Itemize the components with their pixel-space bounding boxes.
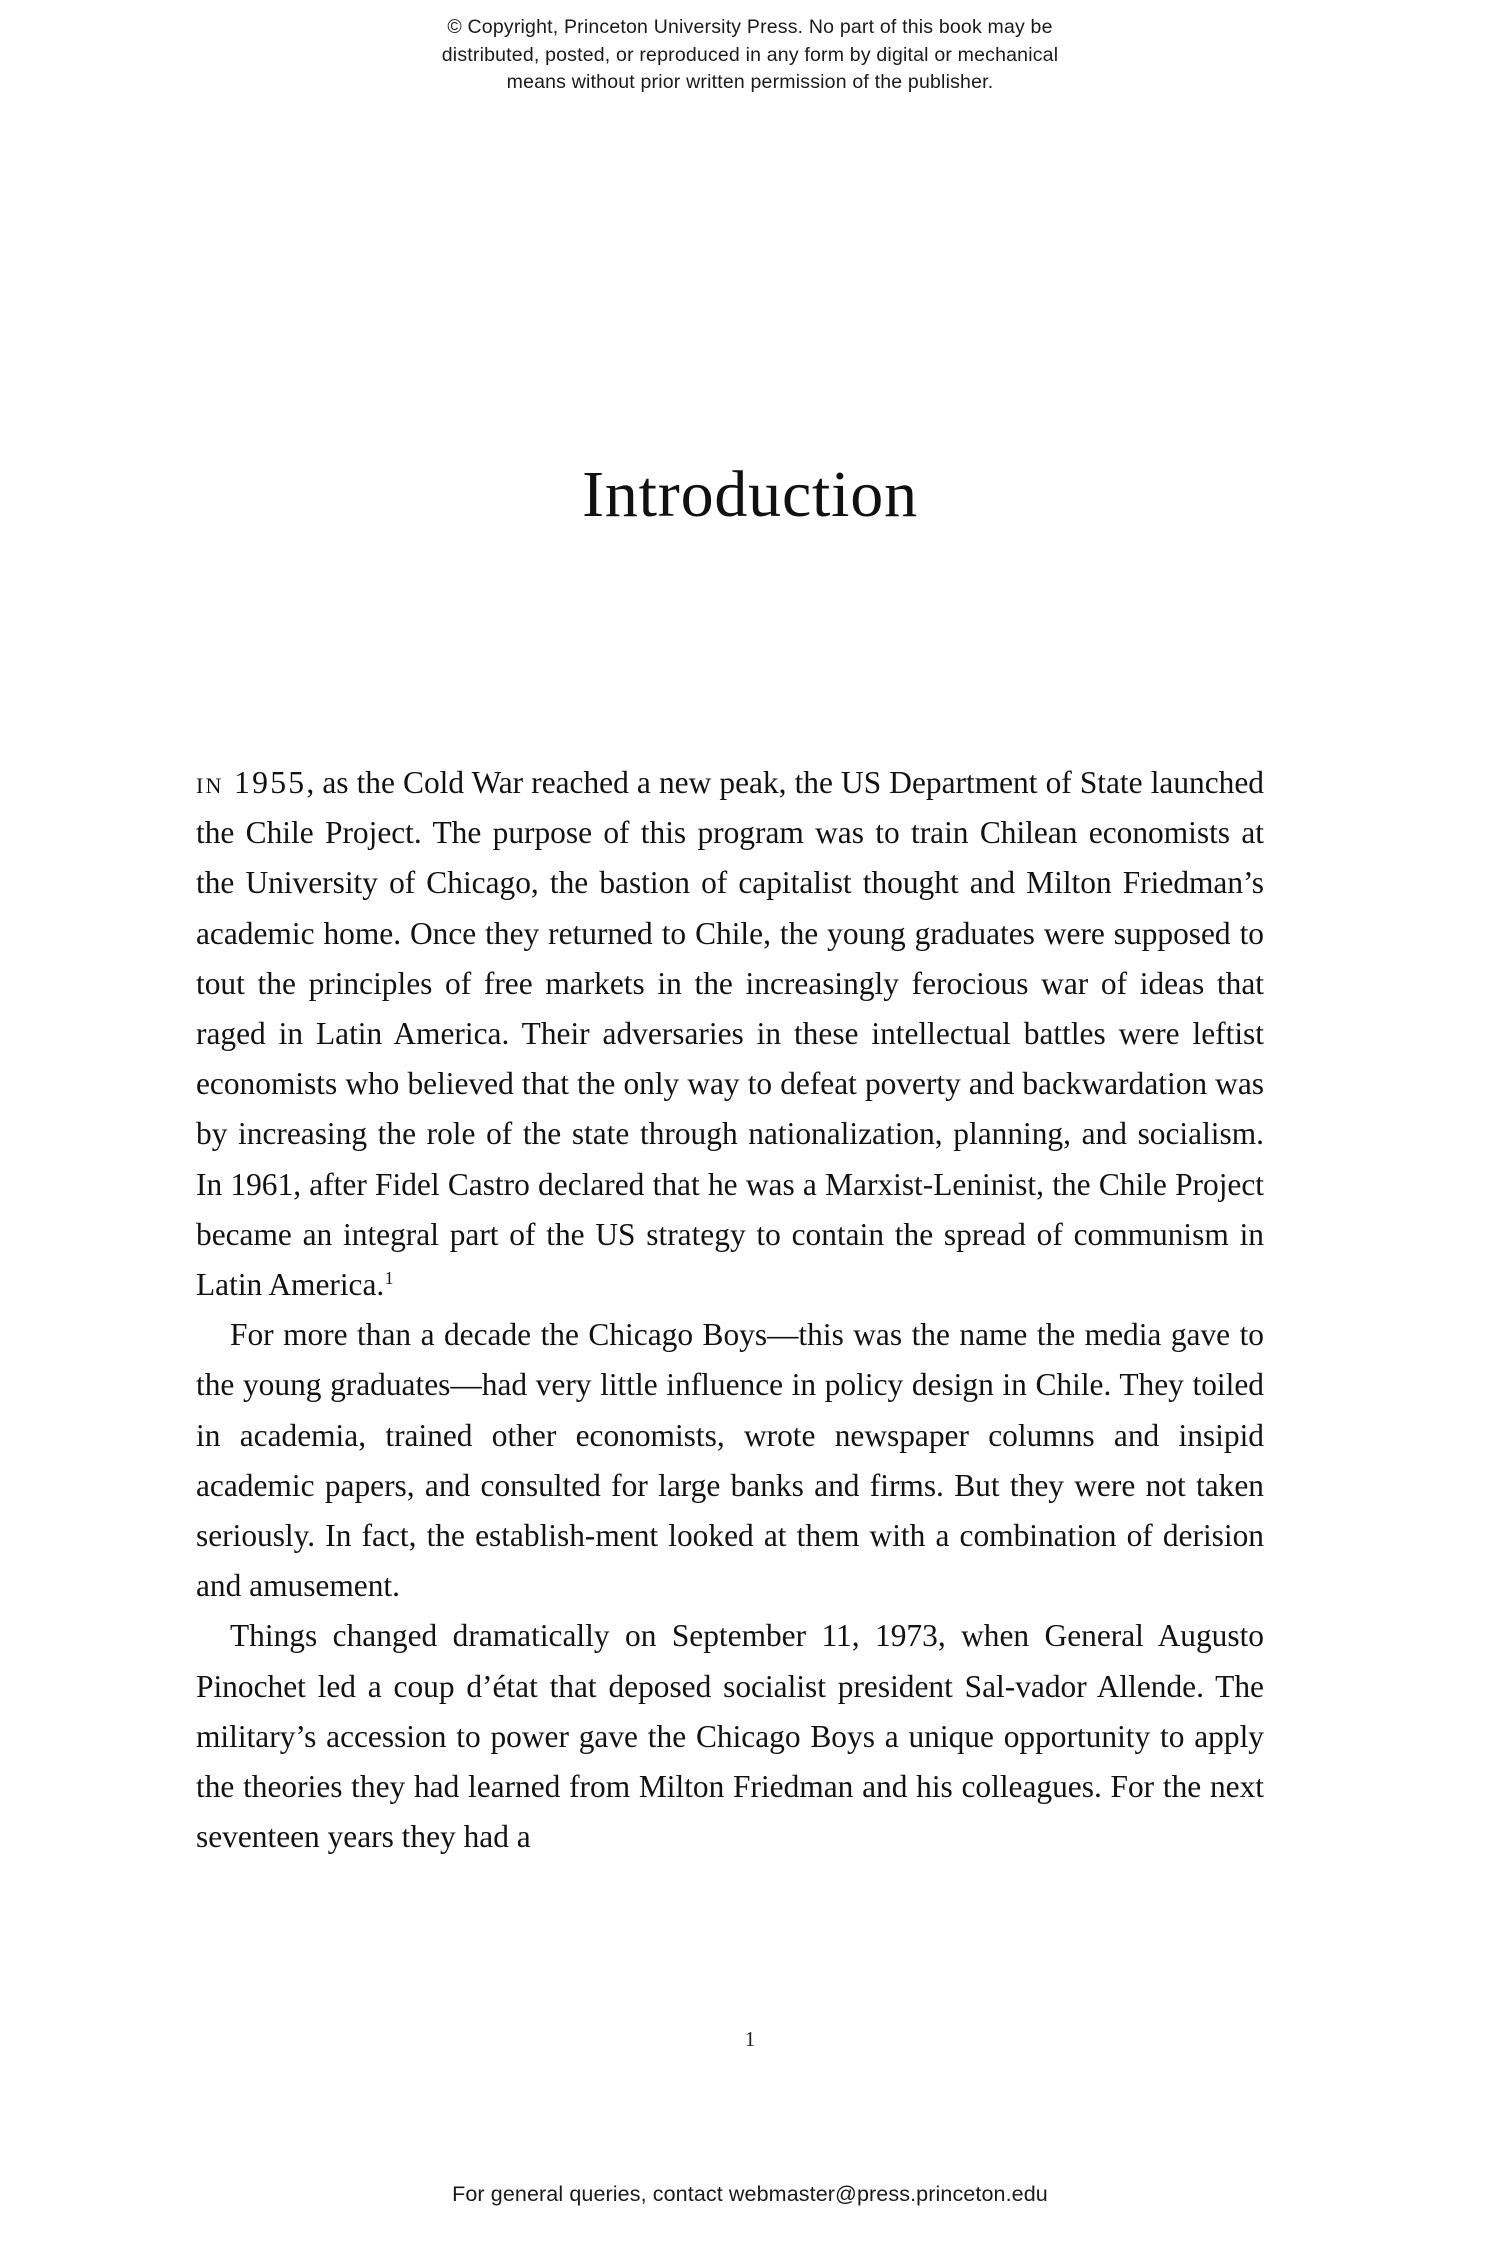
copyright-notice	[0, 14, 1500, 97]
chapter-title: Introduction	[582, 458, 918, 532]
copyright-notice-line-2: distributed, posted, or reproduced in any form by digital or mechanical	[441, 43, 1059, 66]
general-queries-footer: For general queries, contact webmaster@press.princeton.edu	[452, 2182, 1048, 2206]
page-number: 1	[744, 2027, 756, 2051]
body-text	[196, 758, 1264, 1862]
paragraph-3: Things changed dramatically on September 11, 1973, when General Augusto Pinochet led a coup d’état that deposed socialist president Sal-vador Allende. The military’s accession to power gave the Chicago Boys a unique opportunity to apply the theories they had learned from Milton Friedman and his colleagues. For the next seventeen years they had a	[196, 1618, 1264, 1855]
footnote-reference-1[interactable]: 1	[384, 1267, 394, 1288]
small-caps-opener: in 1955	[196, 765, 307, 800]
copyright-notice-line-1: © Copyright, Princeton University Press. No part of this book may be	[447, 16, 1053, 38]
paragraph-2: For more than a decade the Chicago Boys—this was the name the media gave to the young graduates—had very little influence in policy design in Chile. They toiled in academia, trained other economists, wrote newspaper columns and insipid academic papers, and consulted for large banks and firms. But they were not taken seriously. In fact, the establish-ment looked at them with a combination of derision and amusement.	[196, 1317, 1264, 1604]
paragraph-1-text: , as the Cold War reached a new peak, the US Department of State launched the Chile Project. The purpose of this program was to train Chilean economists at the University of Chicago, the bastion of capitalist thought and Milton Friedman’s academic home. Once they returned to Chile, the young graduates were supposed to tout the principles of free markets in the increasingly ferocious war of ideas that raged in Latin America. Their adversaries in these intellectual battles were leftist economists who believed that the only way to defeat poverty and backwardation was by increasing the role of the state through nationalization, planning, and socialism. In 1961, after Fidel Castro declared that he was a Marxist-Leninist, the Chile Project became an integral part of the US strategy to contain the spread of communism in Latin America.	[196, 765, 1264, 1303]
copyright-notice-line-3: means without prior written permission of the publisher.	[506, 71, 994, 94]
paragraph-opening	[196, 758, 1264, 1310]
